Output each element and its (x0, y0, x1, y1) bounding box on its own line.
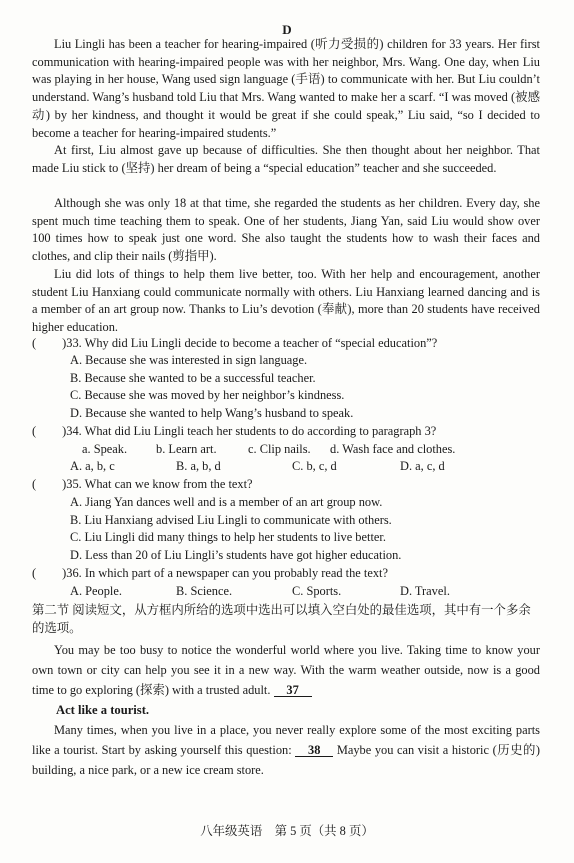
question-36-stem: 36. In which part of a newspaper can you probably read the text? (66, 566, 388, 580)
question-33 (32, 336, 437, 351)
item-34-c: c. Clip nails. (248, 442, 311, 456)
answer-paren-close: ) (62, 424, 67, 438)
option-34-b: B. a, b, d (176, 459, 221, 473)
question-33-stem: 33. Why did Liu Lingli decide to become a teacher of “special education”? (66, 336, 438, 350)
option-33-c: C. Because she was moved by her neighbor’s kindness. (70, 388, 345, 402)
blank-37[interactable]: 37 (274, 684, 312, 697)
option-34-c: C. b, c, d (292, 459, 337, 473)
answer-paren-open: ( (32, 336, 37, 350)
section-2-paragraph-1 (32, 640, 540, 700)
page-footer: 八年级英语 第 5 页（共 8 页） (200, 824, 374, 838)
paragraph-2-text: At first, Liu almost gave up because of difficulties. She then thought about her neighbor. That made Liu stick to (坚持) her dream of being a “special education” teacher and she succeeded. (32, 143, 540, 175)
option-36-a: A. People. (70, 584, 122, 598)
option-34-d: D. a, c, d (400, 459, 445, 473)
answer-paren-open: ( (32, 566, 37, 580)
question-34 (32, 424, 436, 439)
question-34-stem: 34. What did Liu Lingli teach her students to do according to paragraph 3? (66, 424, 437, 438)
blank-38[interactable]: 38 (295, 744, 333, 757)
answer-paren-close: ) (62, 336, 67, 350)
option-35-b: B. Liu Hanxiang advised Liu Lingli to communicate with others. (70, 513, 392, 527)
question-36 (32, 566, 388, 581)
section-2-paragraph-1-text: You may be too busy to notice the wonderful world where you live. Taking time to know your own town or city can help you see it in a new way. With the warm weather outside, now is a good time to go exploring (探索) with a trusted adult. (32, 643, 540, 697)
paragraph-4 (32, 266, 540, 337)
item-34-a: a. Speak. (82, 442, 128, 456)
option-36-c: C. Sports. (292, 584, 342, 598)
paragraph-1 (32, 36, 540, 142)
paragraph-4-text: Liu did lots of things to help them live better, too. With her help and encouragement, another student Liu Hanxiang could communicate normally with others. Liu Hanxiang learned dancing and is a member of an art group now. Thanks to Liu’s devotion (奉献), more than 20 students have received higher education. (32, 267, 540, 335)
section-2-paragraph-2-after: Maybe you can visit a historic (历史的) building, a nice park, or a new ice cream store. (32, 743, 540, 777)
question-35-stem: 35. What can we know from the text? (66, 477, 253, 491)
passage-heading: D (282, 22, 292, 37)
question-35 (32, 477, 253, 492)
section-2-paragraph-2-before: Many times, when you live in a place, you never really explore some of the most exciting parts like a tourist. Start by asking yourself this question: (32, 723, 540, 757)
option-35-c: C. Liu Lingli did many things to help her students to live better. (70, 530, 386, 544)
paragraph-3 (32, 195, 540, 266)
section-2-paragraph-2 (32, 720, 540, 780)
paragraph-3-text: Although she was only 18 at that time, she regarded the students as her children. Every day, she spent much time teaching them to speak. One of her students, Jiang Yan, said Liu would show over 100 times how to speak just one word. She also taught the students how to wash their faces and clothes, and clip their nails (剪指甲). (32, 196, 540, 264)
option-36-b: B. Science. (176, 584, 233, 598)
option-35-d: D. Less than 20 of Liu Lingli’s students have got higher education. (70, 548, 402, 562)
option-36-d: D. Travel. (400, 584, 450, 598)
item-34-b: b. Learn art. (156, 442, 217, 456)
answer-paren-close: ) (62, 566, 67, 580)
section-2-instruction: 第二节 阅读短文，从方框内所给的选项中选出可以填入空白处的最佳选项，其中有一个多余的选项。 (32, 603, 531, 635)
answer-paren-close: ) (62, 477, 67, 491)
option-33-a: A. Because she was interested in sign language. (70, 353, 308, 367)
option-34-a: A. a, b, c (70, 459, 115, 473)
paragraph-1-text: Liu Lingli has been a teacher for hearing-impaired (听力受损的) children for 33 years. Her first communication with hearing-impaired people was with her neighbor, Mrs. Wang. One day, when Liu was playing in her house, Wang used sign language (手语) to communicate with her. But Liu couldn’t understand. Wang’s husband told Liu that Mrs. Wang wanted to make her a scarf. “I was moved (被感动) by her kindness, and thought it would be great if she could speak,” Liu said, “so I decided to become a teacher for hearing-impaired students.” (32, 37, 540, 140)
item-34-d: d. Wash face and clothes. (330, 442, 456, 456)
paragraph-2 (32, 142, 540, 177)
option-33-b: B. Because she wanted to be a successful teacher. (70, 371, 316, 385)
answer-paren-open: ( (32, 424, 37, 438)
answer-paren-open: ( (32, 477, 37, 491)
option-35-a: A. Jiang Yan dances well and is a member of an art group now. (70, 495, 383, 509)
subheading: Act like a tourist. (56, 703, 150, 717)
option-33-d: D. Because she wanted to help Wang’s husband to speak. (70, 406, 354, 420)
